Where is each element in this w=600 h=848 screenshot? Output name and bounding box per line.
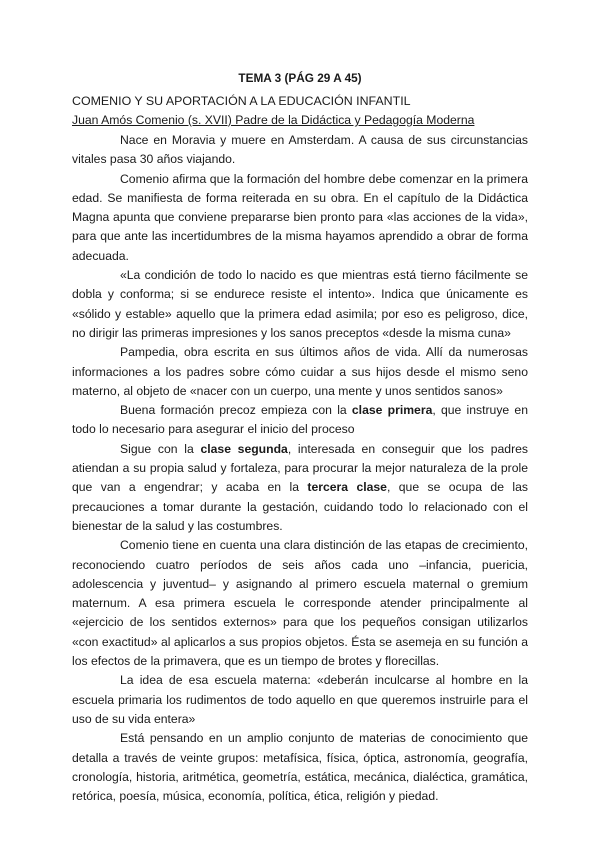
paragraph-8: La idea de esa escuela materna: «deberán inculcarse al hombre en la escuela primaria los rudimentos de todo aquello en que queremos instruirle para el uso de su vida entera» [72, 673, 528, 726]
paragraph-9: Está pensando en un amplio conjunto de materias de conocimiento que detalla a través de veinte grupos: metafísica, física, óptica, astronomía, geografía, cronología, historia, aritmética, geometría, estática, mecánica, dialéctica, gramática, retórica, poesía, música, economía, política, ética, religión y piedad. [72, 731, 528, 804]
section-heading: COMENIO Y SU APORTACIÓN A LA EDUCACIÓN INFANTIL [72, 94, 411, 108]
paragraph-1: Nace en Moravia y muere en Amsterdam. A causa de sus circunstancias vitales pasa 30 años viajando. [72, 133, 528, 167]
paragraph-5-bold-term: clase primera [351, 403, 433, 418]
document-body [72, 131, 528, 806]
paragraph-5-text-before: Buena formación precoz empieza con la [120, 403, 352, 418]
document-title: TEMA 3 (PÁG 29 A 45) [238, 71, 362, 85]
paragraph-6-bold-term-2: tercera clase [307, 480, 387, 495]
paragraph-6-text-after: , que se ocupa de las precauciones a tomar durante la gestación, cuidando todo lo relacionado con el bienestar de la salud y las costumbres. [72, 480, 528, 533]
paragraph-2: Comenio afirma que la formación del hombre debe comenzar en la primera edad. Se manifiesta de forma reiterada en su obra. En el capítulo de la Didáctica Magna apunta que conviene prepararse bien pronto para «las acciones de la vida», para que ante las incertidumbres de la misma hayamos aprendido a obrar de forma adecuada. [72, 171, 528, 263]
paragraph-7: Comenio tiene en cuenta una clara distinción de las etapas de crecimiento, reconociendo cuatro períodos de seis años cada uno –infancia, puericia, adolescencia y juventud– y asignando al primero escuela maternal o gremium maternum. A esa primera escuela le corresponde atender principalmente al «ejercicio de los sentidos externos» para que los pequeños consigan utilizarlos «con exactitud» al aplicarlos a sus propios objetos. Ésta se asemeja en su función a los efectos de la primavera, que es un tiempo de brotes y florecillas. [72, 538, 528, 669]
paragraph-6-text-middle: , interesada en conseguir que los padres atiendan a su propia salud y fortaleza, para procurar la mejor naturaleza de la prole que van a engendrar; y acaba en la [72, 441, 529, 495]
paragraph-4: Pampedia, obra escrita en sus últimos años de vida. Allí da numerosas informaciones a los padres sobre cómo cuidar a sus hijos desde el mismo seno materno, al objeto de «nacer con un cuerpo, una mente y unos sentidos sanos» [72, 345, 528, 398]
paragraph-5 [72, 401, 528, 440]
paragraph-5-text-after: , que instruye en todo lo necesario para asegurar el inicio del proceso [72, 403, 528, 437]
paragraph-6 [72, 440, 528, 536]
paragraph-6-bold-term-1: clase segunda [200, 441, 288, 456]
section-subheading: Juan Amós Comenio (s. XVII) Padre de la Didáctica y Pedagogía Moderna [72, 113, 475, 127]
paragraph-3: «La condición de todo lo nacido es que mientras está tierno fácilmente se dobla y conforma; si se endurece resiste el intento». Indica que únicamente es «sólido y estable» aquello que la primera edad asimila; por eso es peligroso, dice, no dirigir las primeras impresiones y los sanos preceptos «desde la misma cuna» [72, 268, 528, 340]
paragraph-6-text-before: Sigue con la [120, 441, 201, 456]
